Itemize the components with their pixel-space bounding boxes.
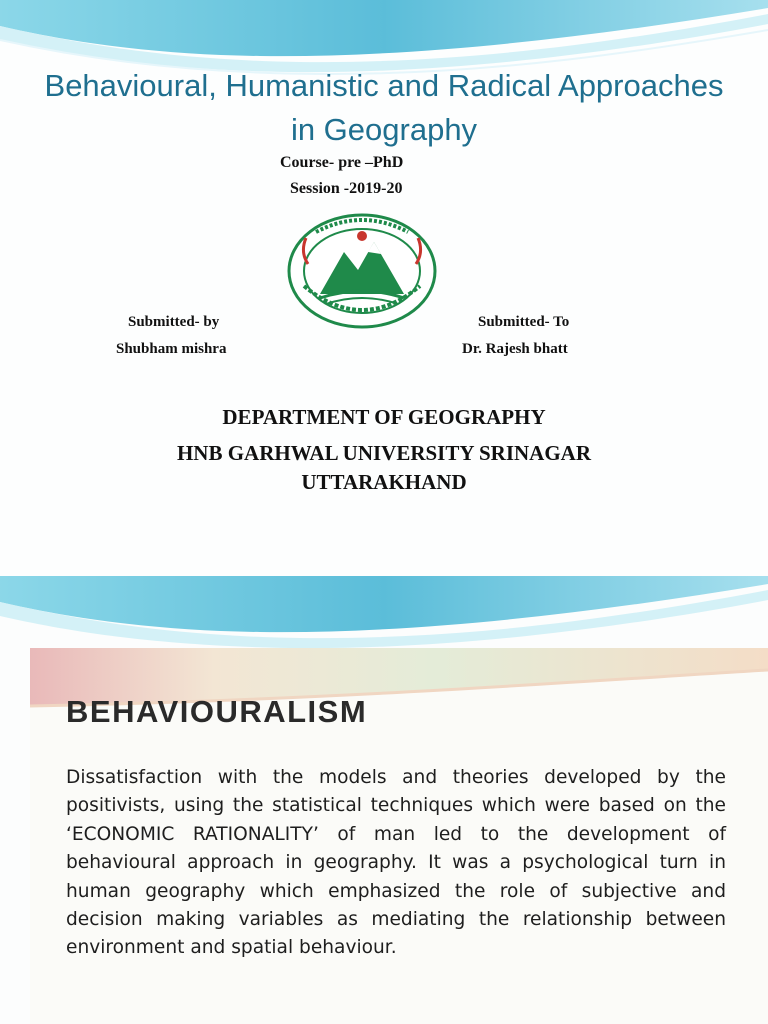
section-heading: BEHAVIOURALISM xyxy=(66,694,368,729)
department-name: DEPARTMENT OF GEOGRAPHY xyxy=(222,405,546,429)
university-location: UTTARAKHAND xyxy=(301,470,467,494)
submitted-by-label: Submitted- by xyxy=(128,314,220,330)
content-slide xyxy=(0,576,768,1024)
submitted-to-label: Submitted- To xyxy=(478,314,570,330)
university-seal-logo xyxy=(286,212,438,330)
body-paragraph: Dissatisfaction with the models and theories developed by the positivists, using the statistical techniques which were based on the ‘ECONOMIC RATIONALITY’ of man led to the development of behavioural approach in geography. It was a psychological turn in human geography which emphasized the role of subjective and decision making variables as mediating the relationship between environment and spatial behaviour. xyxy=(66,767,726,959)
submitted-by-name: Shubham mishra xyxy=(116,341,227,357)
top-wave-decoration xyxy=(0,576,768,656)
submitted-to-name: Dr. Rajesh bhatt xyxy=(462,341,568,357)
session-text: Session -2019-20 xyxy=(290,180,403,197)
university-name: HNB GARHWAL UNIVERSITY SRINAGAR xyxy=(176,441,592,465)
presentation-title: Behavioural, Humanistic and Radical Approaches in Geography xyxy=(44,68,724,147)
course-text: Course- pre –PhD xyxy=(280,154,404,171)
